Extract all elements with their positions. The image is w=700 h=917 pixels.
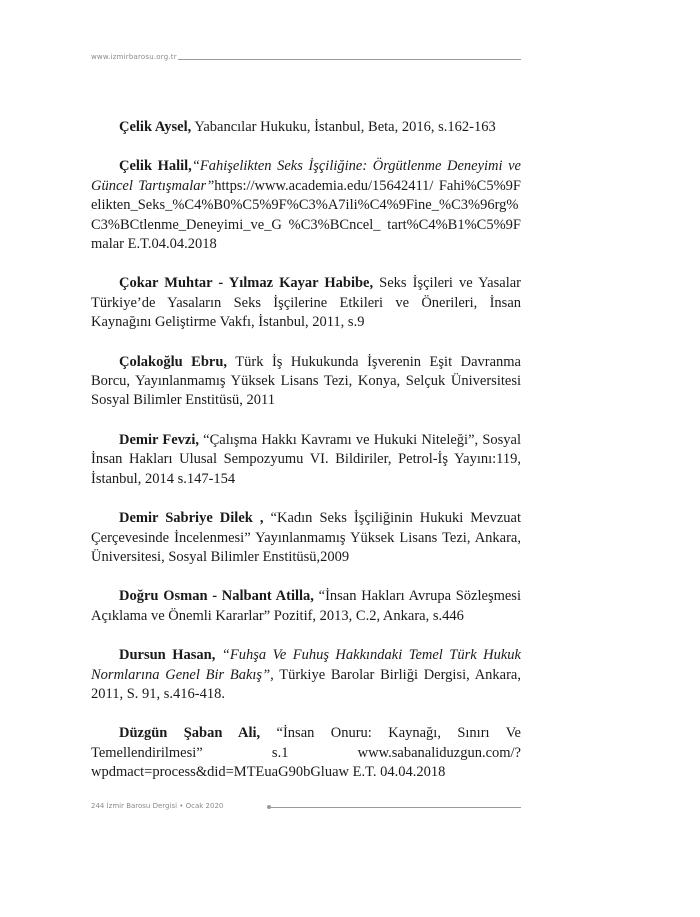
entry-author: Doğru Osman - Nalbant Atilla,: [119, 588, 314, 605]
bibliography-entry: [91, 353, 521, 411]
bibliography-entry: [91, 431, 521, 489]
bibliography-entry: [91, 157, 521, 254]
bibliography-entry: [91, 274, 521, 332]
bibliography-entry: [91, 509, 521, 567]
entry-author: Demir Sabriye Dilek ,: [119, 510, 264, 527]
entry-text: “Çalışma Hakkı Kavramı ve Hukuki Niteleği”, Sosyal İnsan Hakları Ulusal Sempozyumu VI. Bildiriler, Petrol-İş Yayını:119, İstanbul, 2014 s.147-154: [91, 431, 521, 487]
header-url: www.izmirbarosu.org.tr: [91, 53, 177, 61]
page-footer: [91, 802, 521, 816]
header-rule: [178, 59, 521, 60]
entry-text: https://www.academia.edu/15642411/ Fahi%C5%9Felikten_Seks_%C4%B0%C5%9F%C3%A7ili%C4%9Fine_%C3%96rg%C3%BCtlenme_Deneyimi_ve_G %C3%BCncel_ tart%C4%B1%C5%9Fmalar E.T.04.04.2018: [91, 177, 521, 253]
entry-author: Düzgün Şaban Ali,: [119, 725, 261, 742]
entry-author: Çolakoğlu Ebru,: [119, 353, 228, 370]
bibliography-entry: [91, 646, 521, 704]
entry-author: Çelik Halil,: [119, 158, 192, 175]
entry-author: Çokar Muhtar - Yılmaz Kayar Habibe,: [119, 275, 374, 292]
entry-text: “Kadın Seks İşçiliğinin Hukuki Mevzuat Çerçevesinde İncelenmesi” Yayınlanmamış Yüksek Lisans Tezi, Ankara, Üniversitesi, Sosyal Bilimler Enstitüsü,2009: [91, 510, 521, 565]
entry-text: “İnsan Hakları Avrupa Sözleşmesi Açıklama ve Önemli Kararlar” Pozitif, 2013, C.2, Ankara, s.446: [91, 588, 521, 624]
entry-text: Seks İşçileri ve Yasalar Türkiye’de Yasaların Seks İşçilerine Etkileri ve Önerileri, İnsan Kaynağını Geliştirme Vakfı, İstanbul, 2011, s.9: [91, 275, 521, 331]
entry-title: “Fahişelikten Seks İşçiliğine: Örgütlenme Deneyimi ve Güncel Tartışmalar”: [91, 158, 521, 194]
bibliography-list: [91, 118, 521, 803]
entry-text: Türkiye Barolar Birliği Dergisi, Ankara, 2011, S. 91, s.416-418.: [91, 666, 521, 702]
entry-text: Yabancılar Hukuku, İstanbul, Beta, 2016, s.162-163: [191, 119, 496, 135]
footer-text: 244 İzmir Barosu Dergisi • Ocak 2020: [91, 802, 224, 810]
entry-text: “İnsan Onuru: Kaynağı, Sınırı Ve Temellendirilmesi” s.1 www.sabanaliduzgun.com/?wpdmact=process&did=MTEuaG90bGluaw E.T. 04.04.2018: [91, 725, 521, 781]
entry-title: “Fuhşa Ve Fuhuş Hakkındaki Temel Türk Hukuk Normlarına Genel Bir Bakış”,: [91, 647, 521, 683]
bibliography-entry: [91, 724, 521, 782]
footer-rule: [271, 807, 521, 808]
entry-text: Türk İş Hukukunda İşverenin Eşit Davranma Borcu, Yayınlanmamış Yüksek Lisans Tezi, Konya, Selçuk Üniversitesi Sosyal Bilimler Enstitüsü, 2011: [91, 353, 521, 409]
bibliography-entry: [91, 118, 521, 137]
entry-author: Demir Fevzi,: [119, 431, 199, 448]
page-header: [91, 53, 521, 67]
entry-author: Çelik Aysel,: [119, 119, 192, 135]
bibliography-entry: [91, 587, 521, 626]
entry-author: Dursun Hasan,: [119, 647, 216, 664]
